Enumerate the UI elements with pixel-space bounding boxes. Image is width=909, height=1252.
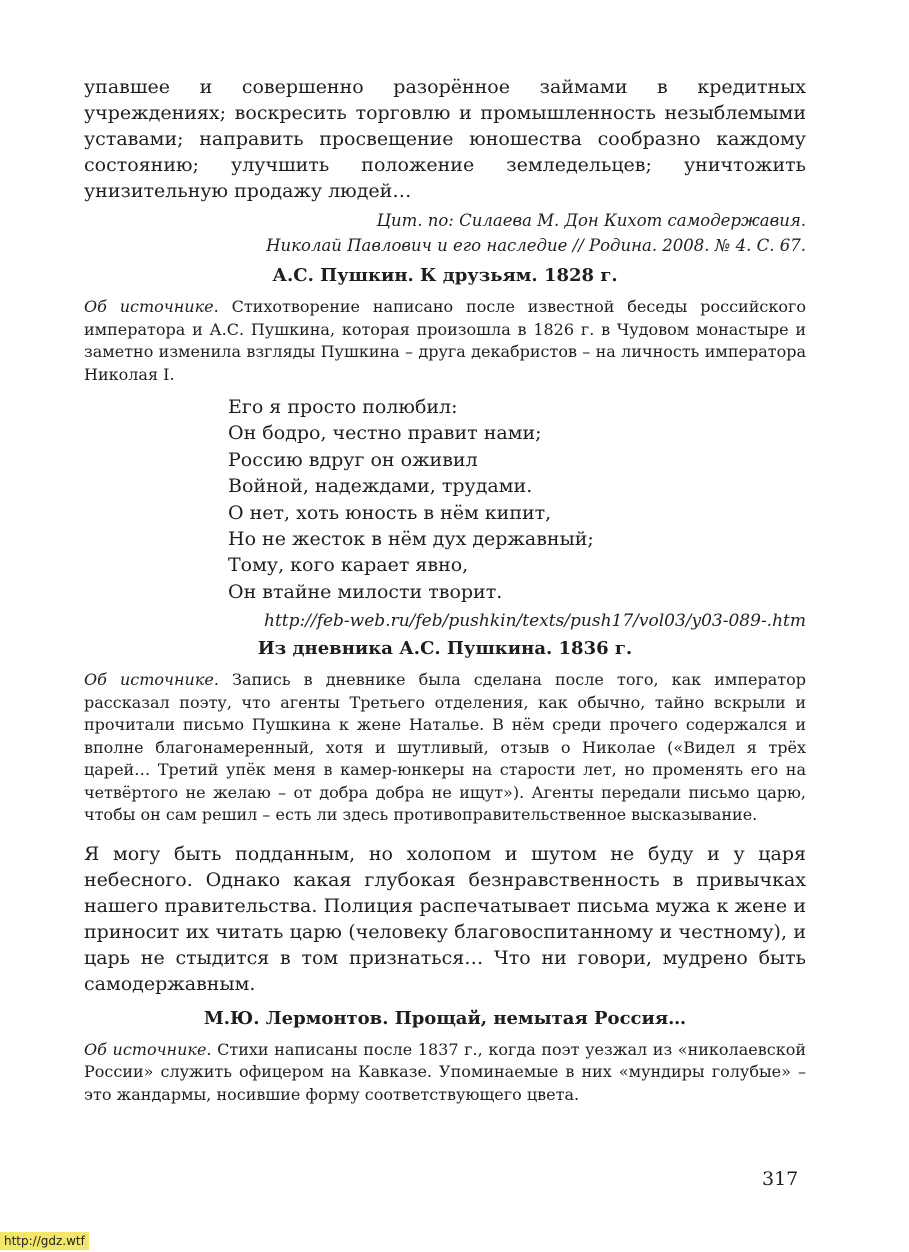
citation-line-1: Цит. по: Силаева М. Дон Кихот самодержавия. <box>376 211 806 230</box>
page-number: 317 <box>762 1168 799 1190</box>
intro-paragraph: упавшее и совершенно разорённое займами в кредитных учреждениях; воскресить торговлю и промышленность незыблемыми уставами; направить просвещение юношества сообразно каждому состоянию; улучшить положение земледельцев; уничтожить унизительную продажу людей… <box>84 76 806 202</box>
section-heading-pushkin-diary: Из дневника А.С. Пушкина. 1836 г. <box>257 638 633 660</box>
poem-line: Войной, надеждами, трудами. <box>228 475 533 498</box>
poem-line: О нет, хоть юность в нём кипит, <box>228 501 552 524</box>
about-label: Об источнике. <box>84 297 219 316</box>
section-heading-pushkin-friends: А.С. Пушкин. К друзьям. 1828 г. <box>272 265 618 286</box>
poem-line: Его я просто полюбил: <box>228 396 458 418</box>
poem-line: Он бодро, честно правит нами; <box>228 422 542 445</box>
source-note-pushkin-diary <box>84 669 806 827</box>
about-label: Об источнике. <box>84 1039 212 1059</box>
poem-line: Он втайне милости творит. <box>228 580 503 603</box>
about-text: Запись в дневнике была сделана после того, как император рассказал поэту, что агенты Третьего отделения, как обычно, тайно вскрыли и прочитали письмо Пушкина к жене Наталье. В нём среди прочего содержался и вполне благонамеренный, хотя и шутливый, отзыв о Николае («Видел я трёх царей… Третий упёк меня в камер-юнкеры на старости лет, но променять его на четвёртого не желаю – от добра добра не ищут»). Агенты передали письмо царю, чтобы он сам решил – есть ли здесь противоправительственное высказывание. <box>84 670 806 825</box>
watermark-link[interactable]: http://gdz.wtf <box>0 1232 89 1250</box>
poem-line: Но не жесток в нём дух державный; <box>228 528 594 551</box>
citation-line-2: Николай Павлович и его наследие // Родина. 2008. № 4. С. 67. <box>266 236 806 255</box>
source-url: http://feb-web.ru/feb/pushkin/texts/push17/vol03/y03-089-.htm <box>264 611 806 632</box>
poem-line: Россию вдруг он оживил <box>228 448 478 471</box>
about-text: Стихотворение написано после известной беседы российского императора и А.С. Пушкина, которая произошла в 1826 г. в Чудовом монастыре и заметно изменила взгляды Пушкина – друга декабристов – на личность императора Николая I. <box>84 297 806 384</box>
diary-quote: Я могу быть подданным, но холопом и шутом не буду и у царя небесного. Однако какая глубокая безнравственность в привычках нашего правительства. Полиция распечатывает письма мужа к жене и приносит их читать царю (человеку благовоспитанному и честному), и царь не стыдится в том признаться… Что ни говори, мудрено быть самодержавным. <box>84 842 806 995</box>
section-heading-lermontov: М.Ю. Лермонтов. Прощай, немытая Россия… <box>203 1007 687 1029</box>
page-content <box>84 74 806 1106</box>
poem <box>228 394 806 605</box>
poem-line: Тому, кого карает явно, <box>228 554 469 577</box>
citation <box>84 208 806 258</box>
about-text: Стихи написаны после 1837 г., когда поэт уезжал из «николаевской России» служить офицером на Кавказе. Упоминаемые в них «мундиры голубые» – это жандармы, носившие форму соответствующего цвета. <box>84 1039 806 1104</box>
source-note-lermontov <box>84 1039 806 1107</box>
about-label: Об источнике. <box>84 670 219 690</box>
source-note-pushkin-friends <box>84 296 806 386</box>
